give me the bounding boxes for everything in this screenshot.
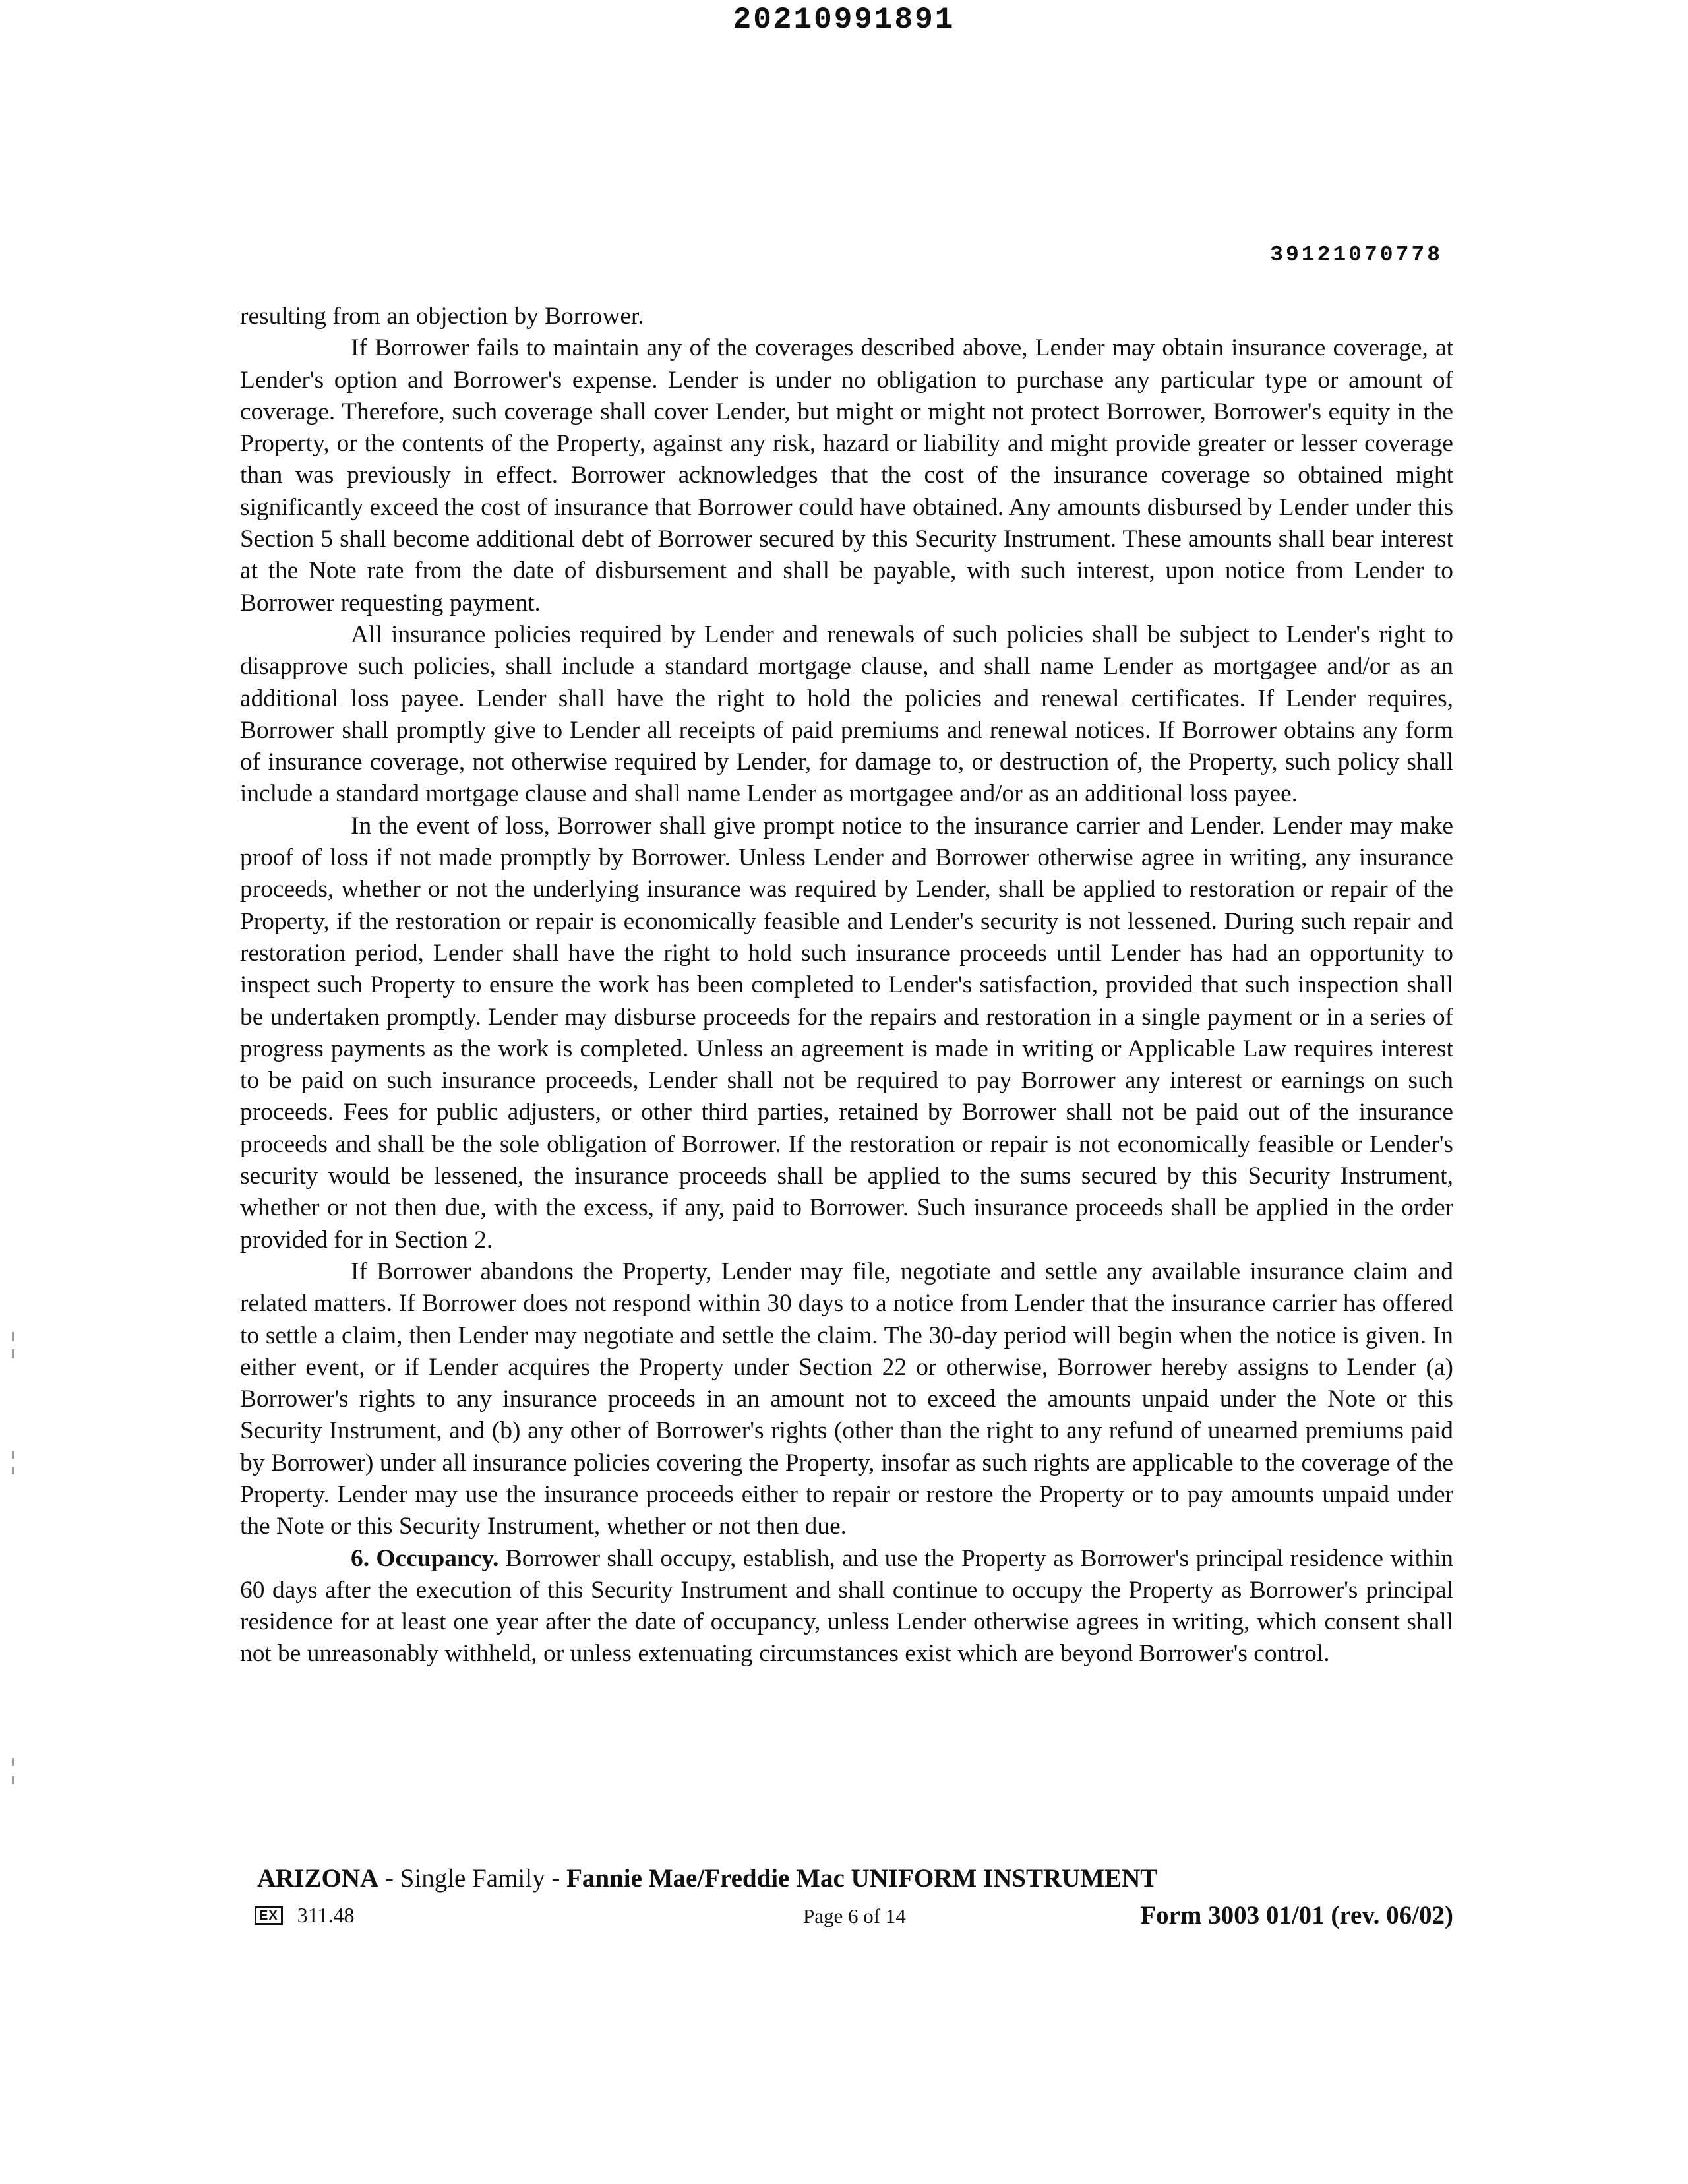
document-body [240, 301, 1453, 1670]
scan-margin-mark [12, 1467, 14, 1474]
scan-margin-mark [12, 1758, 14, 1766]
footer [255, 1900, 1453, 1933]
scan-margin-mark [12, 1349, 14, 1358]
occupancy-text: Borrower shall occupy, establish, and use the Property as Borrower's principal residence within 60 days after the execution of this Security Instrument and shall continue to occupy the Property as Borrower's principal residence for at least one year after the date of occupancy, unless Lender otherwise agrees in writing, which consent shall not be unreasonably withheld, or unless extenuating circumstances exist which are beyond Borrower's control. [240, 1544, 1453, 1668]
form-type: - Single Family - [378, 1864, 567, 1893]
loan-number: 39121070778 [1270, 243, 1443, 267]
paragraph-abandonment: If Borrower abandons the Property, Lender may file, negotiate and settle any available insurance claim and related matters. If Borrower does not respond within 30 days to a notice from Lender that the insurance carrier has offered to settle a claim, then Lender may negotiate and settle the claim. The 30-day period will begin when the notice is given. In either event, or if Lender acquires the Property under Section 22 or otherwise, Borrower hereby assigns to Lender (a) Borrower's rights to any insurance proceeds in an amount not to exceed the amounts unpaid under the Note or this Security Instrument, and (b) any other of Borrower's rights (other than the right to any refund of unearned premiums paid by Borrower) under all insurance policies covering the Property, insofar as such rights are applicable to the coverage of the Property. Lender may use the insurance proceeds either to repair or restore the Property or to pay amounts unpaid under the Note or this Security Instrument, whether or not then due. [240, 1258, 1453, 1540]
paragraph-insurance-policies: All insurance policies required by Lender and renewals of such policies shall be subject to Lender's right to disapprove such policies, shall include a standard mortgage clause, and shall name Lender as mortgagee and/or as an additional loss payee. Lender shall have the right to hold the policies and renewal certificates. If Lender requires, Borrower shall promptly give to Lender all receipts of paid premiums and renewal notices. If Borrower obtains any form of insurance coverage, not otherwise required by Lender, for damage to, or destruction of, the Property, such policy shall include a standard mortgage clause and shall name Lender as mortgagee and/or as an additional loss payee. [240, 621, 1453, 808]
form-code [255, 1903, 355, 1927]
form-code-number: 311.48 [297, 1903, 355, 1927]
state-name: ARIZONA [257, 1864, 379, 1893]
scan-margin-mark [12, 1776, 14, 1784]
section-heading-occupancy: 6. Occupancy. [351, 1544, 499, 1572]
paragraph-event-of-loss: In the event of loss, Borrower shall give prompt notice to the insurance carrier and Lender. Lender may make proof of loss if not made promptly by Borrower. Unless Lender and Borrower otherwise agree in writing, any insurance proceeds, whether or not the underlying insurance was required by Lender, shall be applied to restoration or repair of the Property, if the restoration or repair is economically feasible and Lender's security is not lessened. During such repair and restoration period, Lender shall have the right to hold such insurance proceeds until Lender has had an opportunity to inspect such Property to ensure the work has been completed to Lender's satisfaction, provided that such inspection shall be undertaken promptly. Lender may disburse proceeds for the repairs and restoration in a single payment or in a series of progress payments as the work is completed. Unless an agreement is made in writing or Applicable Law requires interest to be paid on such insurance proceeds, Lender shall not be required to pay Borrower any interest or earnings on such proceeds. Fees for public adjusters, or other third parties, retained by Borrower shall not be paid out of the insurance proceeds and shall be the sole obligation of Borrower. If the restoration or repair is not economically feasible or Lender's security would be lessened, the insurance proceeds shall be applied to the sums secured by this Security Instrument, whether or not then due, with the excess, if any, paid to Borrower. Such insurance proceeds shall be applied in the order provided for in Section 2. [240, 812, 1453, 1254]
paragraph-lender-obtain-coverage: If Borrower fails to maintain any of the coverages described above, Lender may obtain insurance coverage, at Lender's option and Borrower's expense. Lender is under no obligation to purchase any particular type or amount of coverage. Therefore, such coverage shall cover Lender, but might or might not protect Borrower, Borrower's equity in the Property, or the contents of the Property, against any risk, hazard or liability and might provide greater or lesser coverage than was previously in effect. Borrower acknowledges that the cost of the insurance coverage so obtained might significantly exceed the cost of insurance that Borrower could have obtained. Any amounts disbursed by Lender under this Section 5 shall become additional debt of Borrower secured by this Security Instrument. These amounts shall bear interest at the Note rate from the date of disbursement and shall be payable, with such interest, upon notice from Lender to Borrower requesting payment. [240, 334, 1453, 617]
form-number: Form 3003 01/01 (rev. 06/02) [1140, 1901, 1453, 1929]
ex-logo-icon: EX [255, 1906, 283, 1925]
form-title [257, 1864, 1157, 1893]
paragraph-continuation: resulting from an objection by Borrower. [240, 303, 644, 330]
scan-margin-mark [12, 1332, 14, 1341]
scan-margin-mark [12, 1451, 14, 1459]
instrument-name: Fannie Mae/Freddie Mac UNIFORM INSTRUMENT [566, 1864, 1158, 1893]
recording-number: 20210991891 [733, 3, 955, 37]
paragraph-occupancy [240, 1543, 1453, 1670]
page-number: Page 6 of 14 [803, 1904, 906, 1927]
